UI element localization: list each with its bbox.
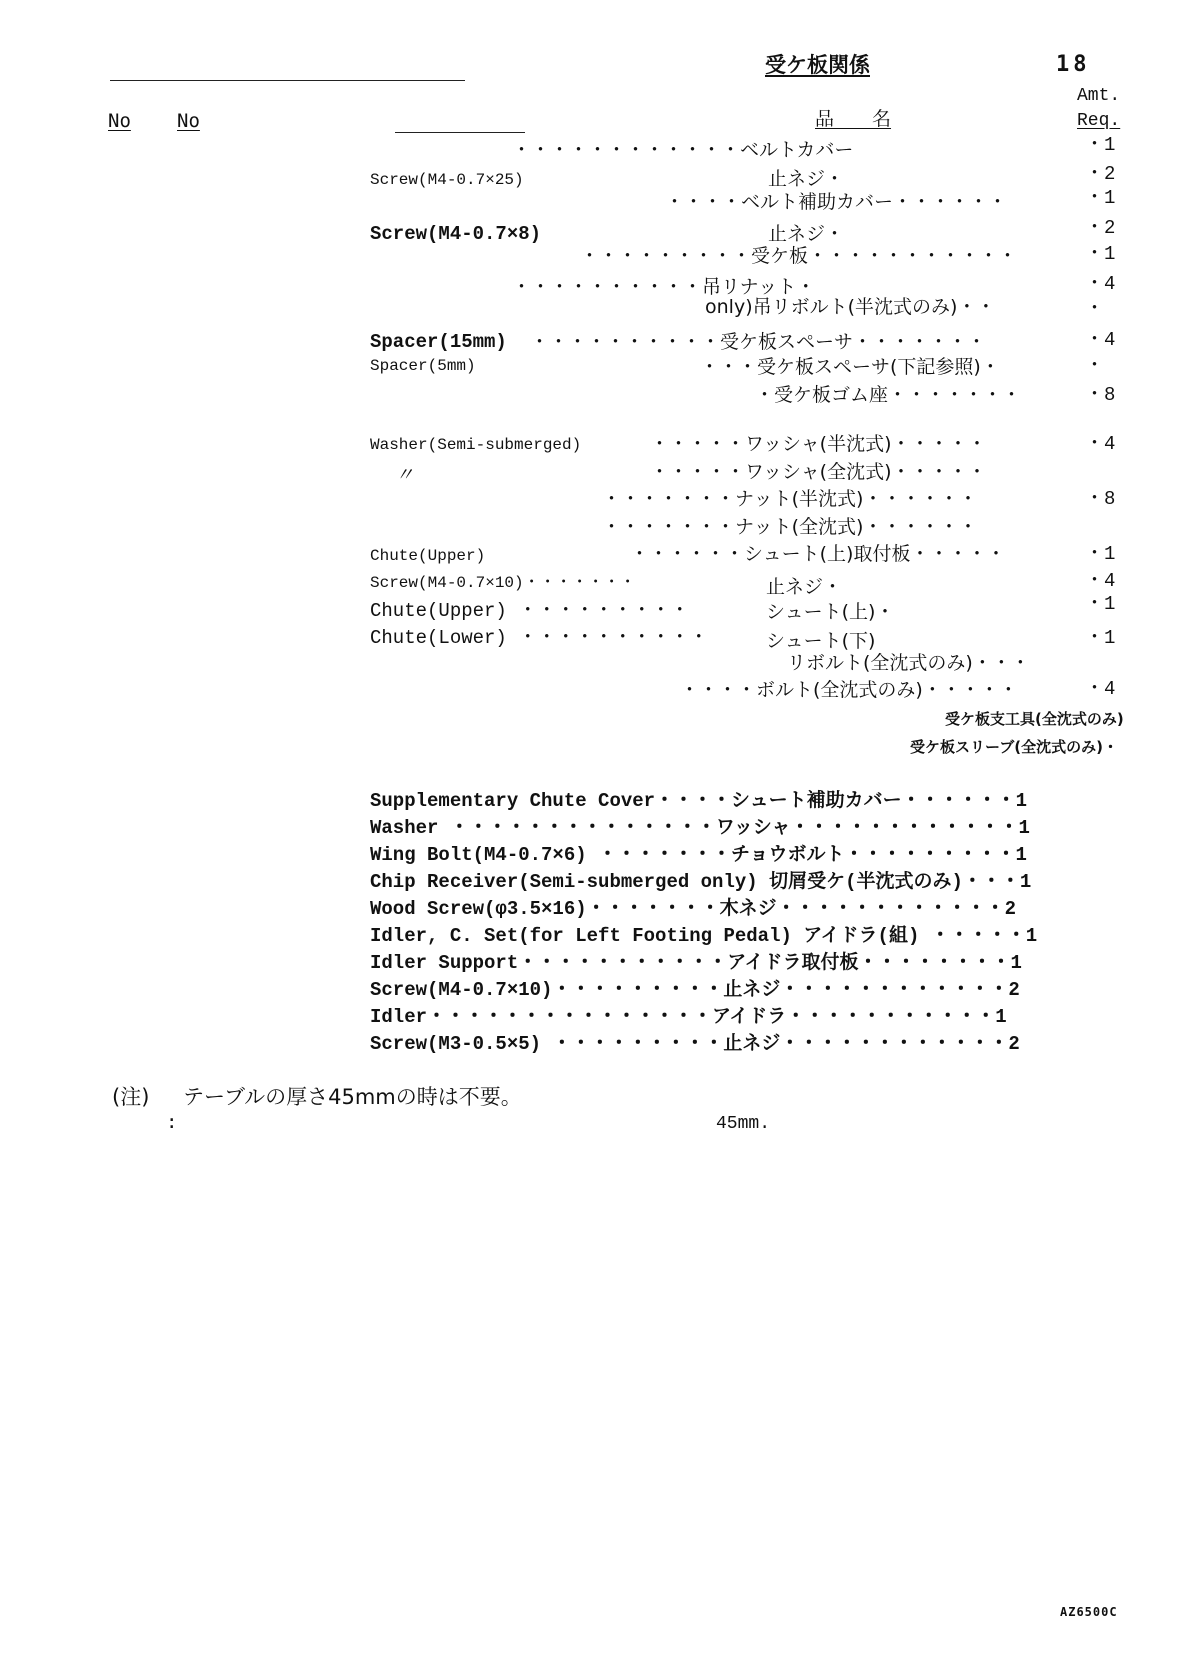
column-no-1: No (108, 110, 131, 132)
column-rule-name-en (395, 132, 525, 133)
list-item: Idler, C. Set(for Left Footing Pedal) アイドラ(組) ・・・・・1 (370, 925, 1038, 947)
list-item: Supplementary Chute Cover・・・・シュート補助カバー・・・・・・1 (370, 790, 1028, 812)
list-item: Screw(M4-0.7×10)・・・・・・・・・止ネジ・・・・・・・・・・・・2 (370, 979, 1020, 1001)
part-en: Spacer(5mm) (370, 357, 476, 375)
qty: ・8 (1085, 488, 1116, 510)
part-jp: 止ネジ・ (768, 168, 845, 190)
qty: ・1 (1085, 243, 1116, 265)
part-jp: ・・・・・・・ナット(全沈式)・・・・・・ (602, 516, 978, 538)
list-item: Wood Screw(φ3.5×16)・・・・・・・木ネジ・・・・・・・・・・・・2 (370, 898, 1017, 920)
list-item: ・・・・・・・・・・・・ベルトカバー (512, 140, 854, 162)
list-item: Idler Support・・・・・・・・・・・アイドラ取付板・・・・・・・・1 (370, 952, 1022, 974)
part-jp: 受ケ板スリーブ(全沈式のみ)・ (910, 738, 1118, 756)
part-jp: ・・・・・・・ナット(半沈式)・・・・・・ (602, 488, 978, 510)
part-jp: ・・・・・・・・・・吊リナット・ (512, 276, 816, 298)
part-en: Washer(Semi-submerged) (370, 436, 582, 454)
part-jp: ・・・・・ワッシャ(全沈式)・・・・・ (650, 461, 987, 483)
qty: ・1 (1085, 627, 1116, 649)
page-title: 受ケ板関係 (765, 53, 870, 77)
part-en: Screw(M4-0.7×8) (370, 223, 542, 245)
part-en: Screw(M4-0.7×25) (370, 171, 524, 189)
part-en: Chute(Upper) (370, 547, 486, 565)
part-jp: 受ケ板支工具(全沈式のみ) (945, 710, 1124, 728)
column-no-2: No (177, 110, 200, 132)
note-colon: : (166, 1111, 178, 1133)
qty: ・1 (1085, 134, 1116, 156)
part-jp: 止ネジ・ (766, 576, 843, 598)
part-jp: ・・・・ベルト補助カバー・・・・・・ (665, 191, 1008, 213)
part-jp: ・・・受ケ板スペーサ(下記参照)・ (700, 356, 1000, 378)
list-item: Chip Receiver(Semi-submerged only) 切屑受ケ(半沈式のみ)・・・1 (370, 871, 1032, 893)
page-number: 18 (1056, 52, 1091, 77)
part-jp: ・・・・ボルト(全沈式のみ)・・・・・ (680, 679, 1018, 701)
part-en: 〃 (395, 465, 415, 486)
part-jp: only)吊リボルト(半沈式のみ)・・ (705, 296, 996, 318)
qty: ・ (1085, 355, 1105, 377)
header-rule-left (110, 80, 465, 81)
list-item: Screw(M3-0.5×5) ・・・・・・・・・止ネジ・・・・・・・・・・・・2 (370, 1033, 1020, 1055)
qty: ・8 (1085, 384, 1116, 406)
part-jp: ・・・・・・シュート(上)取付板・・・・・ (630, 543, 1006, 565)
qty: ・ (1085, 298, 1105, 320)
qty: ・2 (1085, 163, 1116, 185)
req-label: Req. (1077, 111, 1121, 131)
part-jp: シュート(下) (766, 630, 876, 652)
part-jp: シュート(上)・ (766, 601, 895, 623)
amt-label: Amt. (1077, 86, 1121, 106)
part-jp: ・受ケ板ゴム座・・・・・・・ (755, 384, 1022, 406)
list-item: Wing Bolt(M4-0.7×6) ・・・・・・・チョウボルト・・・・・・・・・1 (370, 844, 1027, 866)
qty: ・2 (1085, 217, 1116, 239)
qty: ・1 (1085, 187, 1116, 209)
part-jp: ・・・・・ワッシャ(半沈式)・・・・・ (650, 433, 987, 455)
qty: ・4 (1085, 433, 1116, 455)
list-item: Washer ・・・・・・・・・・・・・・ワッシャ・・・・・・・・・・・・1 (370, 817, 1030, 839)
list-item: Idler・・・・・・・・・・・・・・・アイドラ・・・・・・・・・・・1 (370, 1006, 1007, 1028)
note-text: テーブルの厚さ45mmの時は不要。 (183, 1085, 522, 1109)
note-en-fragment: 45mm. (716, 1114, 771, 1134)
part-jp: 止ネジ・ (768, 223, 845, 245)
qty: ・1 (1085, 543, 1116, 565)
part-jp: ・・・・・・・・・・受ケ板スペーサ・・・・・・・ (530, 331, 987, 353)
part-en: Chute(Lower) ・・・・・・・・・・ (370, 627, 709, 649)
column-name-jp: 品 名 (815, 108, 892, 130)
document-code: AZ6500C (1060, 1605, 1118, 1619)
part-jp: リボルト(全沈式のみ)・・・ (787, 652, 1030, 674)
qty: ・4 (1085, 273, 1116, 295)
qty: ・4 (1085, 678, 1116, 700)
part-en: Spacer(15mm) (370, 331, 507, 353)
lower-parts-list (370, 788, 1037, 1058)
qty: ・1 (1085, 593, 1116, 615)
qty: ・4 (1085, 570, 1116, 592)
note-label: (注) (112, 1085, 150, 1109)
qty: ・4 (1085, 329, 1116, 351)
part-en: Chute(Upper) ・・・・・・・・・ (370, 600, 690, 622)
part-jp: ・・・・・・・・・受ケ板・・・・・・・・・・・ (580, 245, 1018, 267)
part-en: Screw(M4-0.7×10)・・・・・・・ (370, 574, 636, 592)
